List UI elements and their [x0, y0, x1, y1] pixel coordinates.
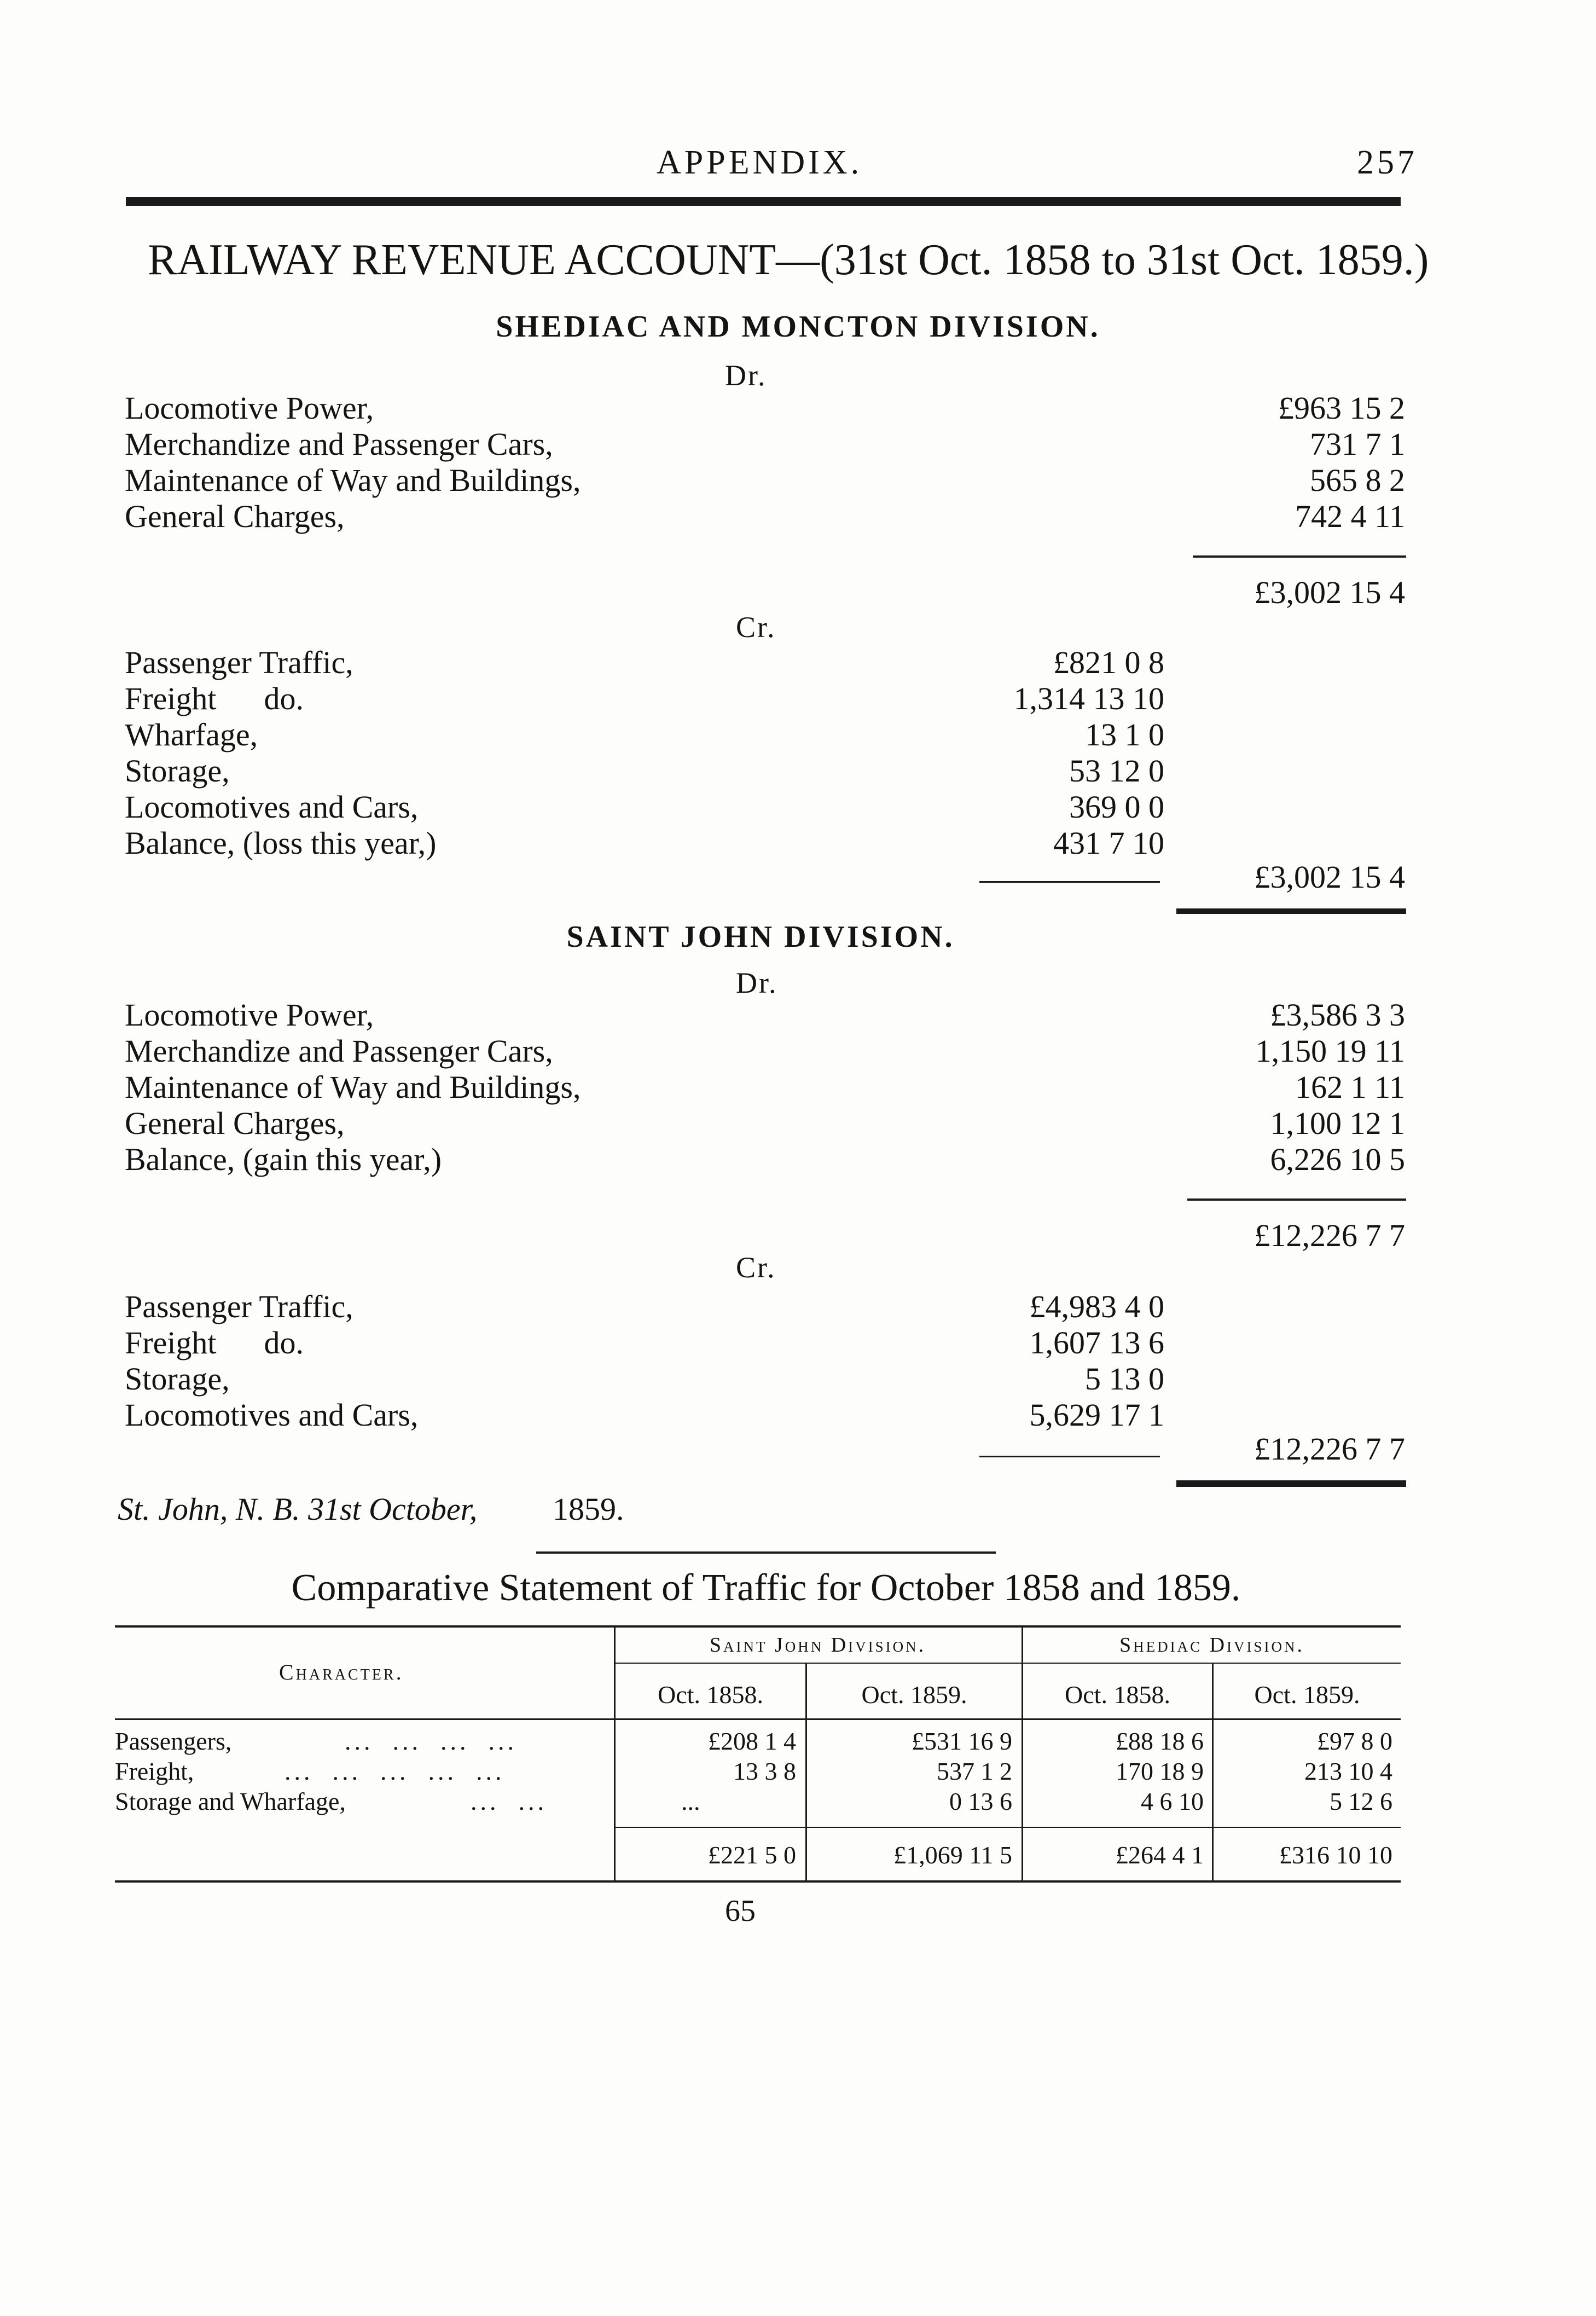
row-amount: 53 12 0: [1069, 753, 1164, 789]
ledger-row: [125, 390, 1405, 426]
row-label: Freight do.: [125, 1325, 304, 1360]
ledger-row: [125, 426, 1405, 462]
ledger-row: [125, 645, 1164, 681]
table-bottom-rule: [115, 1880, 1401, 1883]
ledger-row: [125, 753, 1164, 789]
row-label: Balance, (gain this year,): [125, 1142, 442, 1177]
saint-john-dr-total-rule: [1187, 1198, 1406, 1201]
row-label: Freight,: [115, 1757, 194, 1785]
shediac-cr-label: Cr.: [736, 611, 776, 644]
row-amount: 6,226 10 5: [1270, 1142, 1405, 1177]
row-label: Passengers,: [115, 1727, 232, 1755]
row-value: 213 10 4: [1304, 1757, 1392, 1785]
row-amount: 162 1 11: [1295, 1069, 1405, 1105]
main-title: RAILWAY REVENUE ACCOUNT—(31st Oct. 1858 to 31st Oct. 1859.): [148, 236, 1429, 284]
row-amount: £821 0 8: [1053, 645, 1164, 680]
row-label: Locomotive Power,: [125, 997, 374, 1033]
saint-john-cr-list: [125, 1289, 1164, 1433]
header-rule: [126, 197, 1401, 206]
ledger-row: [125, 997, 1405, 1033]
total-value: £264 4 1: [1116, 1841, 1204, 1869]
ledger-row: [125, 1069, 1405, 1105]
header-bottom-rule: [115, 1718, 1401, 1720]
total-value: £221 5 0: [708, 1841, 796, 1869]
shediac-cr-list: [125, 645, 1164, 861]
row-value: 170 18 9: [1116, 1757, 1204, 1785]
table-row: [115, 1727, 1401, 1757]
row-label: General Charges,: [125, 499, 345, 534]
total-value: £1,069 11 5: [893, 1841, 1012, 1869]
shediac-dr-label: Dr.: [725, 359, 767, 392]
saint-john-cr-dash-rule: [979, 1456, 1160, 1457]
row-label: Storage,: [125, 1361, 230, 1397]
row-amount: 1,314 13 10: [1013, 681, 1164, 716]
row-amount: 5 13 0: [1085, 1361, 1164, 1397]
character-header: Character.: [279, 1660, 404, 1684]
row-amount: 369 0 0: [1069, 789, 1164, 825]
ledger-row: [125, 1325, 1164, 1361]
group-header-shediac: Shediac Division.: [1119, 1634, 1305, 1657]
ledger-row: [125, 499, 1405, 535]
ledger-row: [125, 462, 1405, 499]
signoff-place: St. John, N. B. 31st October,: [118, 1491, 478, 1527]
ledger-row: [125, 1033, 1405, 1069]
saint-john-dr-list: [125, 997, 1405, 1178]
row-amount: 731 7 1: [1310, 426, 1405, 462]
ledger-row: [125, 681, 1164, 717]
row-amount: 742 4 11: [1295, 499, 1405, 534]
ledger-row: [125, 825, 1164, 861]
signature-mark: 65: [725, 1894, 756, 1928]
row-label: Merchandize and Passenger Cars,: [125, 426, 553, 462]
row-value: 4 6 10: [1141, 1787, 1204, 1815]
row-value: £208 1 4: [708, 1727, 796, 1755]
section-divider: [536, 1551, 996, 1554]
row-value: 537 1 2: [937, 1757, 1012, 1785]
running-header: APPENDIX.: [657, 144, 863, 181]
row-amount: 5,629 17 1: [1029, 1397, 1164, 1433]
totals-row: [115, 1840, 1401, 1873]
row-value: £88 18 6: [1116, 1727, 1204, 1755]
row-label: Balance, (loss this year,): [125, 825, 437, 861]
row-label: Passenger Traffic,: [125, 645, 353, 680]
row-amount: £4,983 4 0: [1029, 1289, 1164, 1324]
row-amount: 13 1 0: [1085, 717, 1164, 752]
saint-john-cr-label: Cr.: [736, 1251, 776, 1284]
saint-john-cr-total: £12,226 7 7: [1254, 1431, 1405, 1467]
row-amount: £3,586 3 3: [1270, 997, 1405, 1033]
saint-john-dr-label: Dr.: [736, 966, 778, 999]
col-header: Oct. 1859.: [1254, 1681, 1360, 1709]
row-value: 0 13 6: [949, 1787, 1012, 1815]
row-label: Maintenance of Way and Buildings,: [125, 1069, 581, 1105]
shediac-cr-dash-rule: [979, 881, 1160, 883]
row-dots: ... ... ... ...: [345, 1727, 517, 1755]
shediac-dr-list: [125, 390, 1405, 535]
row-dots: ... ...: [471, 1787, 547, 1815]
group-header-saint-john: Saint John Division.: [709, 1634, 926, 1657]
ledger-row: [125, 717, 1164, 753]
ledger-row: [125, 789, 1164, 825]
col-header: Oct. 1858.: [658, 1681, 763, 1709]
row-dots: ... ... ... ... ...: [285, 1757, 505, 1785]
shediac-heading: SHEDIAC AND MONCTON DIVISION.: [496, 310, 1100, 344]
row-label: General Charges,: [125, 1105, 345, 1141]
row-value: ...: [681, 1787, 700, 1815]
row-value: 13 3 8: [733, 1757, 796, 1785]
row-amount: 1,607 13 6: [1029, 1325, 1164, 1360]
row-label: Storage,: [125, 753, 230, 789]
row-amount: 565 8 2: [1310, 462, 1405, 498]
saint-john-dr-total: £12,226 7 7: [1254, 1218, 1405, 1253]
row-value: 5 12 6: [1330, 1787, 1392, 1815]
row-label: Maintenance of Way and Buildings,: [125, 462, 581, 498]
shediac-cr-total: £3,002 15 4: [1254, 859, 1405, 895]
table-row: [115, 1757, 1401, 1787]
row-label: Merchandize and Passenger Cars,: [125, 1033, 553, 1069]
comparative-title: Comparative Statement of Traffic for October 1858 and 1859.: [291, 1567, 1241, 1609]
signoff-year: 1859.: [553, 1491, 624, 1527]
row-label: Locomotives and Cars,: [125, 789, 419, 825]
row-label: Storage and Wharfage,: [115, 1787, 346, 1815]
row-amount: 1,100 12 1: [1270, 1105, 1405, 1141]
saint-john-heading: SAINT JOHN DIVISION.: [566, 920, 955, 954]
col-header: Oct. 1859.: [861, 1681, 967, 1709]
row-value: £97 8 0: [1317, 1727, 1392, 1755]
total-value: £316 10 10: [1279, 1841, 1392, 1869]
ledger-row: [125, 1361, 1164, 1397]
comparative-table: [115, 1625, 1401, 1883]
group-header-rule: [614, 1663, 1401, 1664]
ledger-row: [125, 1289, 1164, 1325]
saint-john-double-rule: [1176, 1480, 1406, 1487]
row-label: Locomotive Power,: [125, 390, 374, 426]
ledger-row: [125, 1105, 1405, 1142]
shediac-double-rule: [1176, 908, 1406, 914]
row-amount: £963 15 2: [1278, 390, 1405, 426]
table-top-rule: [115, 1625, 1401, 1628]
row-label: Freight do.: [125, 681, 304, 716]
row-label: Passenger Traffic,: [125, 1289, 353, 1324]
row-amount: 431 7 10: [1053, 825, 1164, 861]
ledger-row: [125, 1142, 1405, 1178]
shediac-dr-total: £3,002 15 4: [1254, 575, 1405, 610]
total-rule: [614, 1827, 1401, 1828]
shediac-dr-total-rule: [1193, 555, 1406, 558]
table-row: [115, 1787, 1401, 1817]
row-amount: 1,150 19 11: [1255, 1033, 1405, 1069]
row-label: Wharfage,: [125, 717, 258, 752]
row-label: Locomotives and Cars,: [125, 1397, 419, 1433]
page-number: 257: [1357, 144, 1418, 181]
row-value: £531 16 9: [912, 1727, 1012, 1755]
ledger-row: [125, 1397, 1164, 1433]
col-header: Oct. 1858.: [1065, 1681, 1170, 1709]
